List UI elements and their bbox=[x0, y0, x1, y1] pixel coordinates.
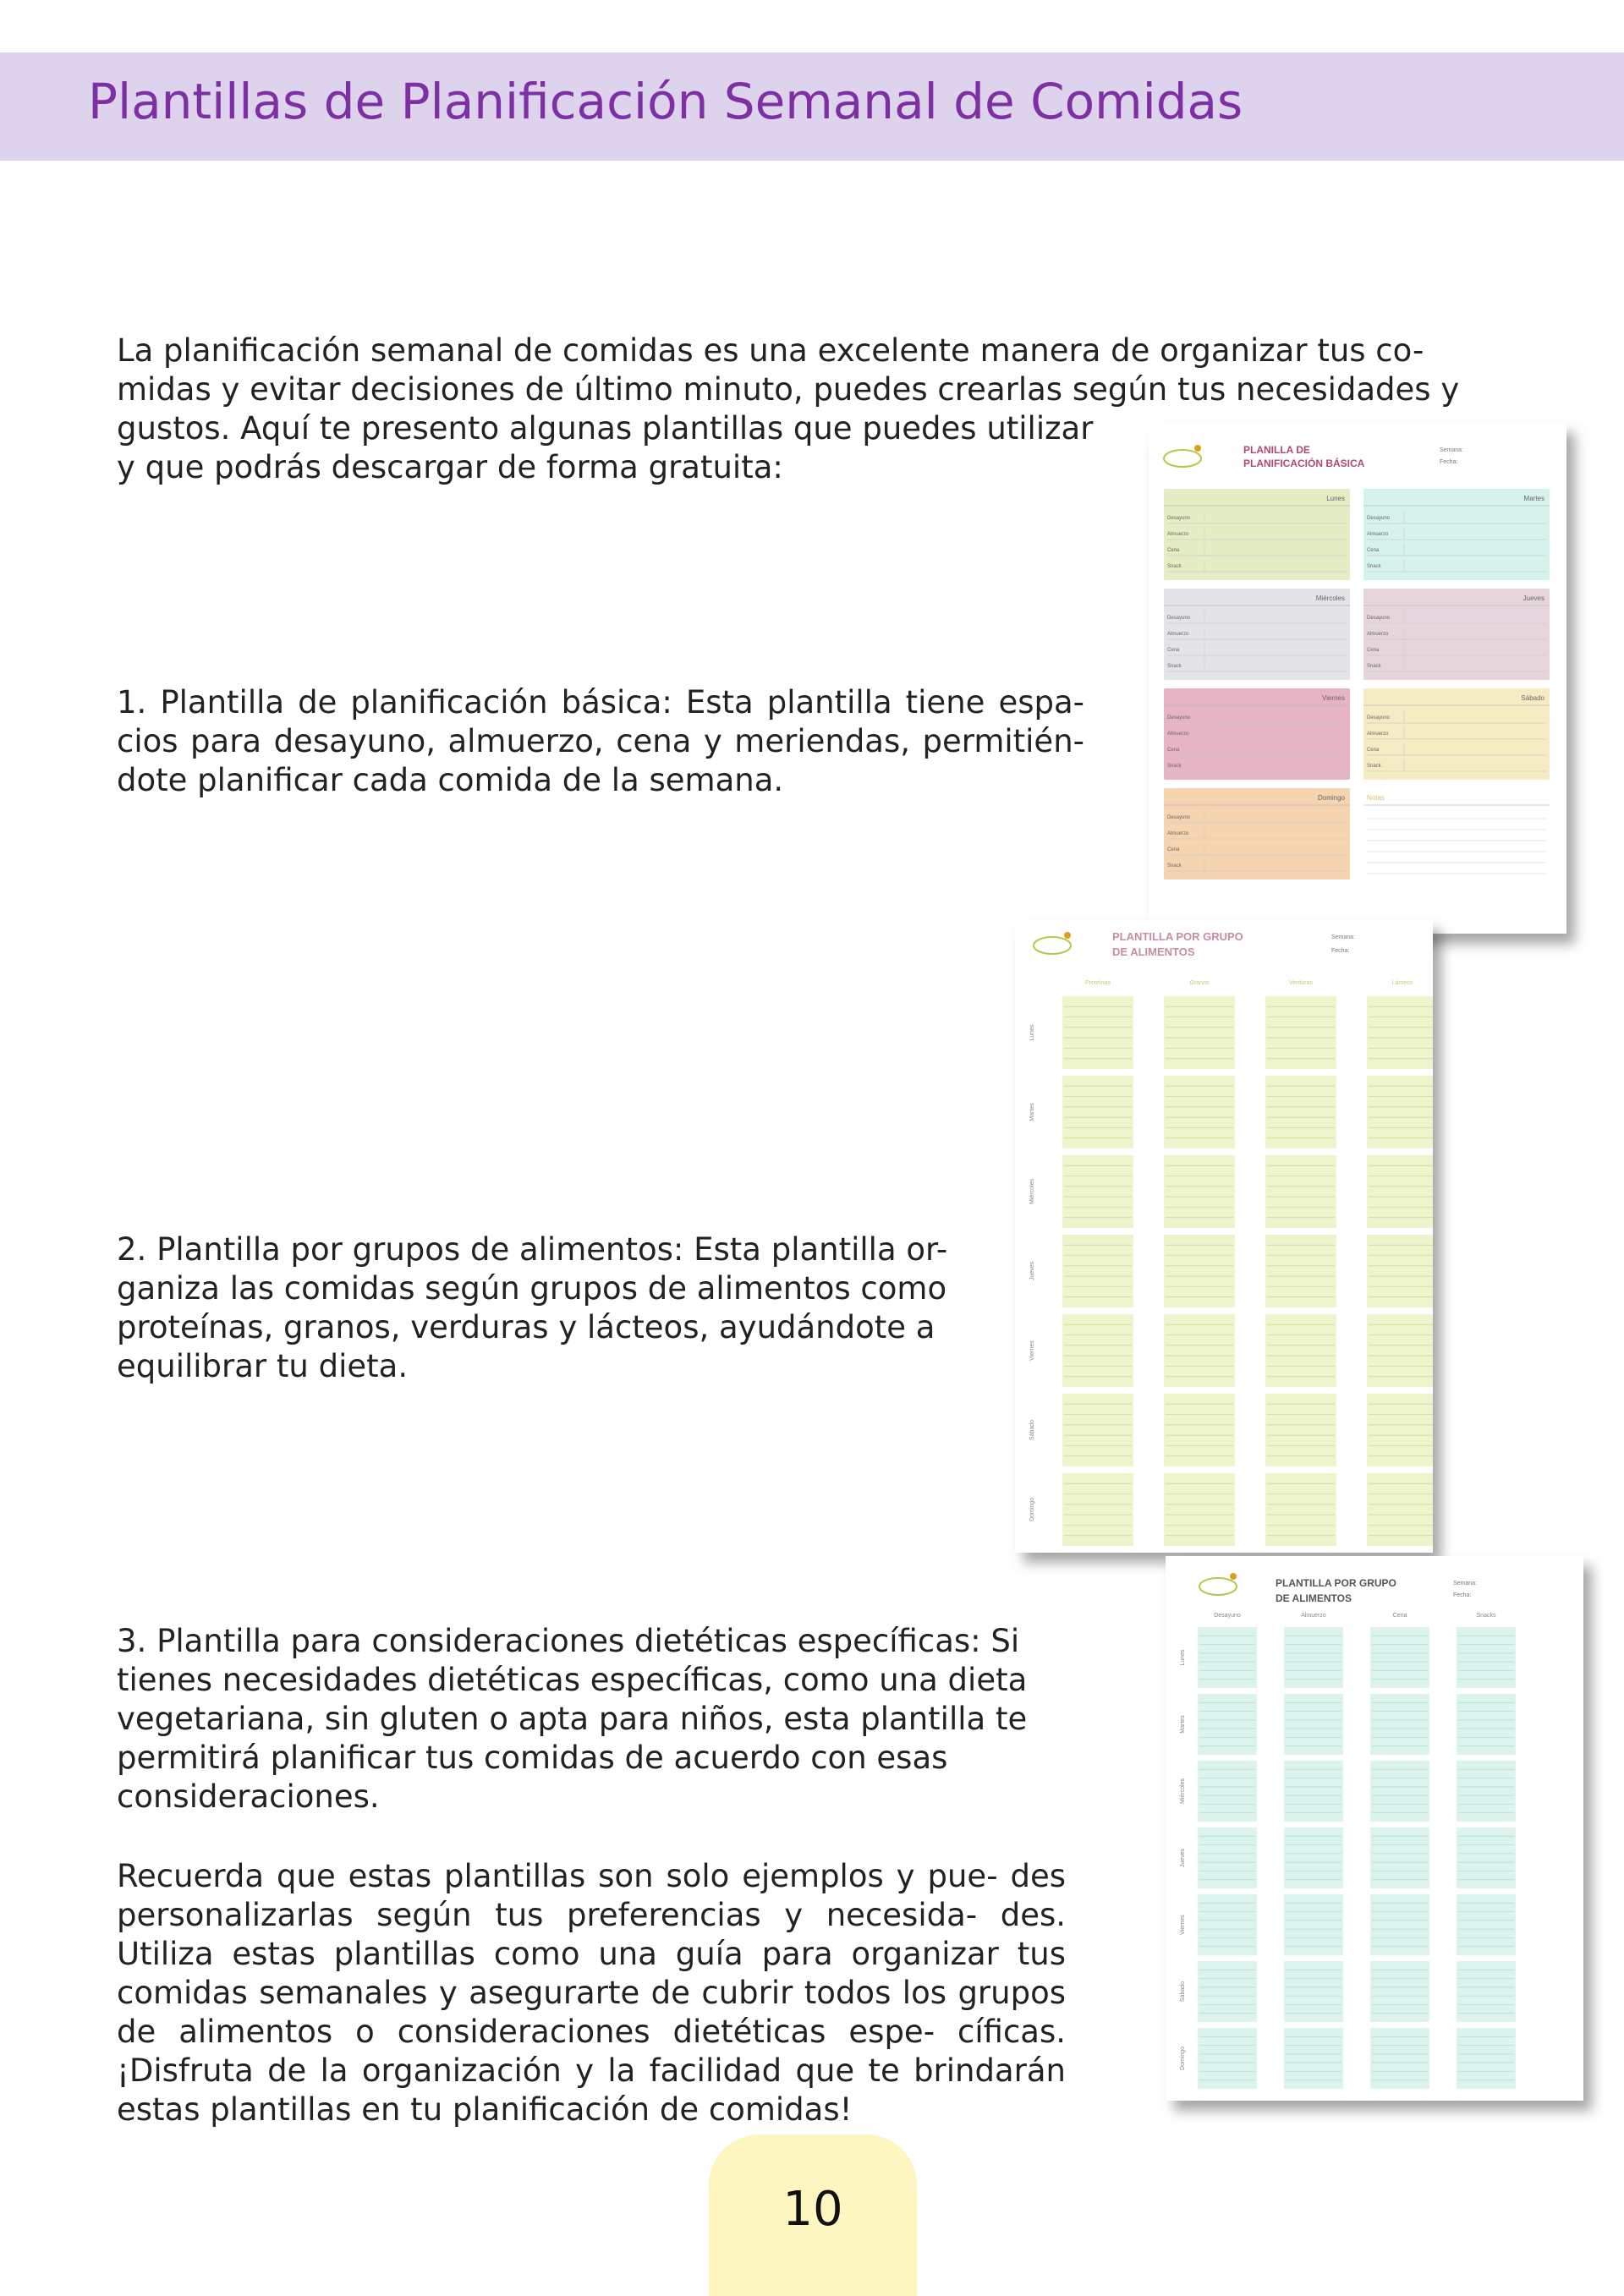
cell-block bbox=[1198, 1761, 1257, 1822]
day-box-bg bbox=[1363, 788, 1550, 879]
day-box bbox=[1363, 788, 1550, 879]
cell-block bbox=[1062, 1076, 1133, 1148]
logo-icon bbox=[1199, 1573, 1237, 1595]
day-box bbox=[1164, 489, 1350, 580]
day-label: Sábado bbox=[1029, 1419, 1035, 1441]
header-band bbox=[0, 52, 1624, 161]
meal-label: Almuerzo bbox=[1367, 532, 1389, 537]
template-food-groups-preview bbox=[1015, 920, 1433, 1553]
cell-block bbox=[1265, 996, 1336, 1069]
cell-block bbox=[1284, 2028, 1343, 2089]
template-title: PLANILLA DE bbox=[1243, 444, 1310, 456]
cell-block bbox=[1370, 1627, 1429, 1688]
cell-block bbox=[1164, 1155, 1235, 1228]
day-label: Jueves bbox=[1180, 1848, 1186, 1868]
cell-block bbox=[1457, 1894, 1516, 1955]
meal-label: Desayuno bbox=[1167, 516, 1191, 521]
day-label: Miércoles bbox=[1315, 595, 1345, 602]
cell-block bbox=[1265, 1473, 1336, 1546]
template-basic-image bbox=[1149, 423, 1566, 934]
cell-block bbox=[1457, 1827, 1516, 1888]
template-meta-label: Fecha: bbox=[1440, 459, 1458, 465]
column-header: Desayuno bbox=[1214, 1613, 1241, 1619]
day-label: Notas bbox=[1367, 794, 1385, 802]
cell-block bbox=[1164, 996, 1235, 1069]
day-box bbox=[1363, 589, 1550, 680]
template-meta-label: Semana: bbox=[1453, 1581, 1478, 1586]
template-title: PLANTILLA POR GRUPO bbox=[1276, 1577, 1396, 1589]
cell-block bbox=[1284, 1961, 1343, 2022]
cell-block bbox=[1370, 1961, 1429, 2022]
cell-block bbox=[1062, 1473, 1133, 1546]
day-label: Viernes bbox=[1029, 1340, 1035, 1361]
column-header: Verduras bbox=[1288, 980, 1314, 986]
meal-label: Almuerzo bbox=[1167, 831, 1189, 836]
cell-block bbox=[1265, 1314, 1336, 1387]
template-meta-label: Fecha: bbox=[1331, 948, 1350, 954]
cell-block bbox=[1265, 1235, 1336, 1307]
meal-label: Snack bbox=[1167, 664, 1182, 669]
cell-block bbox=[1284, 1627, 1343, 1688]
meal-label: Snack bbox=[1367, 764, 1381, 769]
meal-label: Cena bbox=[1167, 748, 1180, 753]
day-label: Miércoles bbox=[1180, 1778, 1186, 1804]
cell-block bbox=[1062, 1235, 1133, 1307]
column-header: Lácteos bbox=[1391, 980, 1413, 986]
cell-block bbox=[1370, 2028, 1429, 2089]
meal-label: Almuerzo bbox=[1167, 632, 1189, 637]
meal-label: Cena bbox=[1367, 648, 1380, 653]
item-2-text: 2. Plantilla por grupos de alimentos: Esta plantilla or- ganiza las comidas según grupos de alimentos como proteínas, granos, verduras y lácteos, ayudándote a equilibrar tu dieta. bbox=[117, 1231, 948, 1384]
meal-label: Snack bbox=[1367, 664, 1381, 669]
template-title: PLANTILLA POR GRUPO bbox=[1112, 930, 1243, 943]
column-header: Almuerzo bbox=[1301, 1613, 1326, 1619]
meal-label: Cena bbox=[1367, 748, 1380, 753]
meal-label: Almuerzo bbox=[1167, 532, 1189, 537]
column-header: Cena bbox=[1392, 1613, 1407, 1619]
meal-label: Snack bbox=[1167, 564, 1182, 569]
cell-block bbox=[1164, 1473, 1235, 1546]
template-meta-label: Fecha: bbox=[1453, 1592, 1472, 1598]
day-label: Lunes bbox=[1029, 1024, 1035, 1041]
cell-block bbox=[1164, 1314, 1235, 1387]
day-box-bg bbox=[1164, 788, 1350, 879]
day-box bbox=[1164, 589, 1350, 680]
day-label: Viernes bbox=[1180, 1915, 1186, 1935]
meal-label: Almuerzo bbox=[1367, 732, 1389, 737]
meal-label: Desayuno bbox=[1367, 715, 1391, 721]
day-label: Domingo bbox=[1029, 1497, 1035, 1522]
day-label: Martes bbox=[1523, 495, 1544, 502]
day-label: Martes bbox=[1180, 1715, 1186, 1734]
cell-block bbox=[1457, 1761, 1516, 1822]
day-box bbox=[1363, 489, 1550, 580]
intro-line: y que podrás descargar de forma gratuita: bbox=[117, 449, 783, 485]
day-box bbox=[1363, 688, 1550, 780]
template-dietary-preview bbox=[1166, 1556, 1583, 2101]
day-label: Jueves bbox=[1029, 1261, 1035, 1281]
cell-block bbox=[1370, 1761, 1429, 1822]
column-header: Granos bbox=[1189, 980, 1210, 986]
cell-block bbox=[1367, 1473, 1433, 1546]
cell-block bbox=[1198, 1827, 1257, 1888]
day-box bbox=[1164, 688, 1350, 780]
meal-label: Cena bbox=[1367, 548, 1380, 553]
day-box-bg bbox=[1164, 688, 1350, 780]
day-label: Martes bbox=[1029, 1103, 1035, 1121]
meal-label: Desayuno bbox=[1367, 516, 1391, 521]
day-label: Domingo bbox=[1180, 2046, 1186, 2071]
meal-label: Desayuno bbox=[1167, 815, 1191, 820]
cell-block bbox=[1367, 1394, 1433, 1466]
template-basic-preview bbox=[1149, 423, 1566, 934]
meal-label: Snack bbox=[1367, 564, 1381, 569]
column-header: Snacks bbox=[1476, 1613, 1496, 1619]
cell-block bbox=[1198, 1894, 1257, 1955]
cell-block bbox=[1198, 2028, 1257, 2089]
cell-block bbox=[1367, 1155, 1433, 1228]
day-label: Lunes bbox=[1326, 495, 1345, 502]
cell-block bbox=[1284, 1694, 1343, 1755]
day-box bbox=[1164, 788, 1350, 879]
cell-block bbox=[1198, 1627, 1257, 1688]
intro-line: midas y evitar decisiones de último minuto, puedes crearlas según tus necesidades y bbox=[117, 371, 1460, 408]
cell-block bbox=[1367, 1235, 1433, 1307]
cell-block bbox=[1164, 1394, 1235, 1466]
day-label: Domingo bbox=[1317, 794, 1345, 802]
page-title: Plantillas de Planificación Semanal de Comidas bbox=[88, 73, 1243, 130]
meal-label: Cena bbox=[1167, 548, 1180, 553]
day-label: Jueves bbox=[1522, 595, 1544, 602]
item-3-text: 3. Plantilla para consideraciones dietéticas específicas: Si tienes necesidades dietéticas específicas, como una dieta vegetariana, sin gluten o apta para niños, esta plantilla te permitirá planificar tus comidas de acuerdo con esas consideraciones. bbox=[117, 1623, 1028, 1815]
page-number-tab bbox=[709, 2134, 917, 2296]
day-box-bg bbox=[1363, 688, 1550, 780]
intro-line: gustos. Aquí te presento algunas plantillas que puedes utilizar bbox=[117, 410, 1094, 447]
meal-label: Cena bbox=[1167, 847, 1180, 852]
cell-block bbox=[1062, 996, 1133, 1069]
cell-block bbox=[1062, 1394, 1133, 1466]
cell-block bbox=[1062, 1155, 1133, 1228]
cell-block bbox=[1370, 1894, 1429, 1955]
cell-block bbox=[1265, 1155, 1336, 1228]
page-number: 10 bbox=[782, 2182, 843, 2237]
template-meta-label: Semana: bbox=[1331, 934, 1356, 940]
meal-label: Cena bbox=[1167, 648, 1180, 653]
cell-block bbox=[1265, 1076, 1336, 1148]
template-title: DE ALIMENTOS bbox=[1276, 1592, 1352, 1604]
cell-block bbox=[1265, 1394, 1336, 1466]
meal-label: Snack bbox=[1167, 863, 1182, 869]
template-food-groups-image bbox=[1015, 920, 1433, 1553]
day-label: Lunes bbox=[1180, 1649, 1186, 1666]
cell-block bbox=[1457, 1627, 1516, 1688]
column-header: Proteínas bbox=[1085, 980, 1111, 986]
cell-block bbox=[1457, 1961, 1516, 2022]
day-box-bg bbox=[1363, 589, 1550, 680]
meal-label: Almuerzo bbox=[1367, 632, 1389, 637]
meal-label: Desayuno bbox=[1167, 715, 1191, 721]
closing-paragraph: Recuerda que estas plantillas son solo ejemplos y pue- des personalizarlas según tus preferencias y necesida- des. Utiliza estas plantillas como una guía para organizar tus comidas semanales y asegurarte de cubrir todos los grupos de alimentos o consideraciones dietéticas espe- cíficas. ¡Disfruta de la organización y la facilidad que te brindarán estas plantillas en tu planificación de comidas! bbox=[117, 1858, 1066, 2128]
cell-block bbox=[1198, 1694, 1257, 1755]
cell-block bbox=[1062, 1314, 1133, 1387]
cell-block bbox=[1198, 1961, 1257, 2022]
template-title: DE ALIMENTOS bbox=[1112, 945, 1195, 958]
item-1-text: 1. Plantilla de planificación básica: Esta plantilla tiene espa- cios para desayuno, almuerzo, cena y meriendas, permitién- dote planificar cada comida de la semana. bbox=[117, 684, 1084, 798]
cell-block bbox=[1164, 1076, 1235, 1148]
day-box-bg bbox=[1164, 589, 1350, 680]
meal-label: Snack bbox=[1167, 764, 1182, 769]
day-label: Sábado bbox=[1521, 694, 1544, 702]
cell-block bbox=[1284, 1761, 1343, 1822]
cell-block bbox=[1367, 996, 1433, 1069]
cell-block bbox=[1284, 1827, 1343, 1888]
cell-block bbox=[1164, 1235, 1235, 1307]
cell-block bbox=[1370, 1694, 1429, 1755]
logo-icon bbox=[1164, 445, 1201, 467]
template-dietary-image bbox=[1166, 1556, 1583, 2101]
cell-block bbox=[1367, 1076, 1433, 1148]
day-label: Miércoles bbox=[1029, 1179, 1035, 1204]
day-label: Viernes bbox=[1322, 694, 1345, 702]
cell-block bbox=[1457, 2028, 1516, 2089]
intro-line: La planificación semanal de comidas es una excelente manera de organizar tus co- bbox=[117, 332, 1424, 369]
template-meta-label: Semana: bbox=[1440, 447, 1464, 453]
day-label: Sábado bbox=[1180, 1981, 1186, 2003]
cell-block bbox=[1370, 1827, 1429, 1888]
meal-label: Desayuno bbox=[1367, 616, 1391, 621]
meal-label: Almuerzo bbox=[1167, 732, 1189, 737]
day-box-bg bbox=[1164, 489, 1350, 580]
cell-block bbox=[1367, 1314, 1433, 1387]
cell-block bbox=[1284, 1894, 1343, 1955]
meal-label: Desayuno bbox=[1167, 616, 1191, 621]
cell-block bbox=[1457, 1694, 1516, 1755]
template-title: PLANIFICACIÓN BÁSICA bbox=[1243, 458, 1365, 469]
logo-icon bbox=[1034, 932, 1071, 954]
day-box-bg bbox=[1363, 489, 1550, 580]
